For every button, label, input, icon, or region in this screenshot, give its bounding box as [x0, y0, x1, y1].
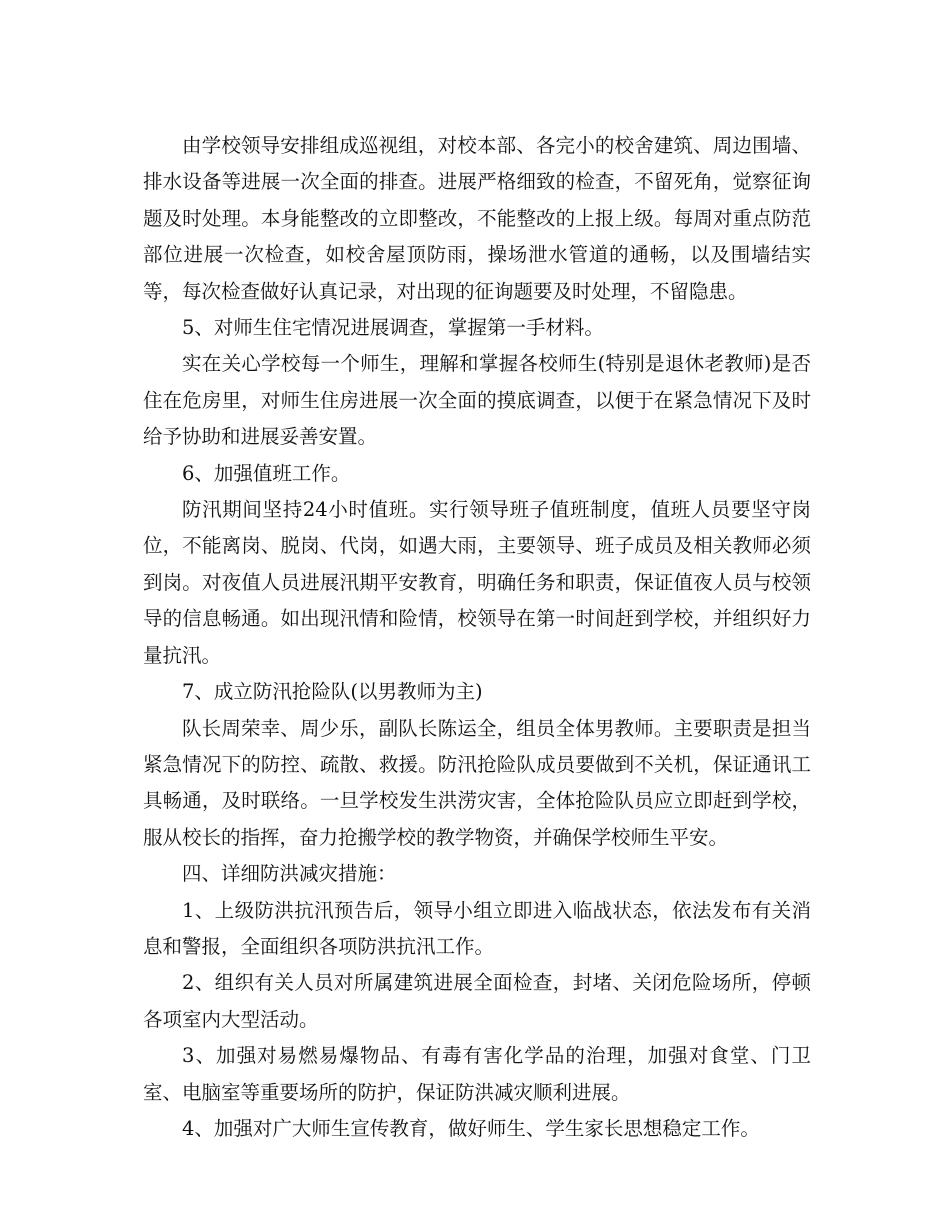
measure-item-3: 3、加强对易燃易爆物品、有毒有害化学品的治理，加强对食堂、门卫室、电脑室等重要场所的防护，保证防洪减灾顺利进展。 — [143, 1044, 811, 1104]
paragraph-housing-survey: 实在关心学校每一个师生，理解和掌握各校师生(特别是退休老教师)是否住在危房里，对师生住房进展一次全面的摸底调查，以便于在紧急情况下及时给予协助和进展妥善安置。 — [143, 352, 811, 449]
measure-item-1: 1、上级防洪抗汛预告后，领导小组立即进入临战状态，依法发布有关消息和警报，全面组织各项防洪抗汛工作。 — [143, 898, 811, 958]
heading-item-6: 6、加强值班工作。 — [182, 461, 351, 485]
section-heading-4: 四、详细防洪减灾措施： — [182, 862, 397, 886]
measure-item-4: 4、加强对广大师生宣传教育，做好师生、学生家长思想稳定工作。 — [182, 1116, 760, 1140]
paragraph-inspection: 由学校领导安排组成巡视组，对校本部、各完小的校舍建筑、周边围墙、排水设备等进展一次全面的排查。进展严格细致的检查，不留死角，觉察征询题及时处理。本身能整改的立即整改，不能整改的上报上级。每周对重点防范部位进展一次检查，如校舍屋顶防雨，操场泄水管道的通畅，以及围墙结实等，每次检查做好认真记录，对出现的征询题要及时处理，不留隐患。 — [143, 134, 811, 303]
measure-item-2: 2、组织有关人员对所属建筑进展全面检查，封堵、关闭危险场所，停顿各项室内大型活动。 — [143, 971, 811, 1031]
paragraph-duty-shift: 防汛期间坚持24小时值班。实行领导班子值班制度，值班人员要坚守岗位，不能离岗、脱岗、代岗，如遇大雨，主要领导、班子成员及相关教师必须到岗。对夜值人员进展汛期平安教育，明确任务和职责，保证值夜人员与校领导的信息畅通。如出现汛情和险情，校领导在第一时间赶到学校，并组织好力量抗汛。 — [143, 498, 811, 667]
document-body — [143, 128, 811, 1147]
heading-item-7: 7、成立防汛抢险队(以男教师为主) — [182, 680, 483, 704]
heading-item-5: 5、对师生住宅情况进展调查，掌握第一手材料。 — [182, 316, 604, 340]
paragraph-rescue-team: 队长周荣幸、周少乐，副队长陈运全，组员全体男教师。主要职责是担当紧急情况下的防控、疏散、救援。防汛抢险队成员要做到不关机，保证通讯工具畅通，及时联络。一旦学校发生洪涝灾害，全体抢险队员应立即赶到学校，服从校长的指挥，奋力抢搬学校的教学物资，并确保学校师生平安。 — [143, 716, 811, 849]
